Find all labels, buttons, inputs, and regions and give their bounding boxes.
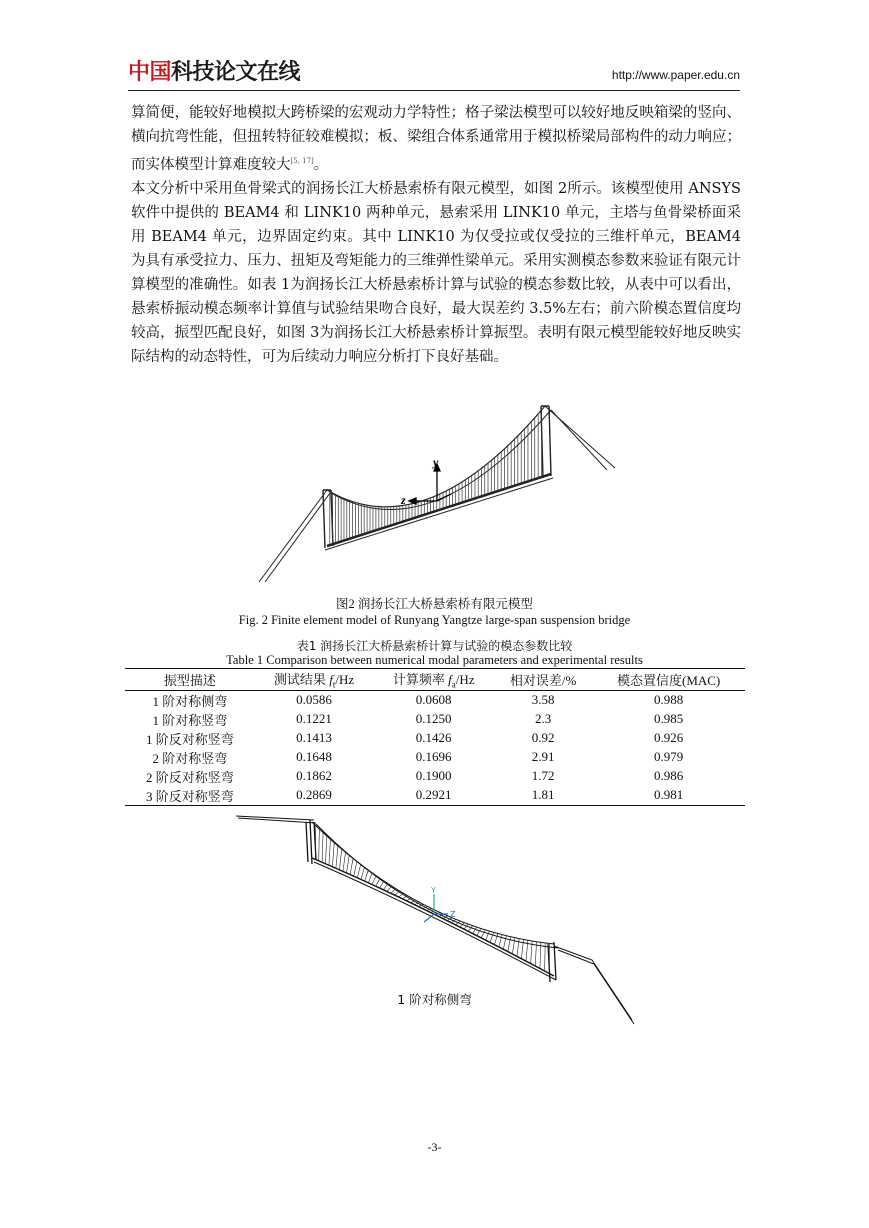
right-backstay-cable	[554, 946, 632, 1020]
paragraph-2	[131, 177, 741, 369]
z-axis-label: Z	[450, 910, 456, 919]
header-url[interactable]: http://www.paper.edu.cn	[611, 68, 740, 82]
col-mac-header: 模态置信度(MAC)	[592, 669, 745, 691]
left-tower	[306, 820, 316, 864]
mode-cell: 1 阶反对称竖弯	[145, 731, 234, 747]
test-cell: 0.1413	[296, 730, 332, 746]
mac-cell: 0.981	[592, 786, 745, 806]
logo-dark-text: 科技论文在线	[171, 60, 301, 85]
mode-cell: 1 阶对称竖弯	[152, 712, 228, 728]
hanger-cables	[315, 826, 549, 974]
page-number: -3-	[427, 1140, 442, 1154]
table-row	[125, 710, 745, 729]
page-header	[128, 58, 740, 88]
paragraph-2-text: 本文分析中采用鱼骨梁式的润扬长江大桥悬索桥有限元模型，如图 2所示。该模型使用 ANSYS 软件中提供的 BEAM4 和 LINK10 两种单元，悬索采用 LINK10 单元，主塔与鱼骨梁桥面采用 BEAM4 单元，边界固定约束。其中 LINK10 为仅受拉或仅受拉的三维杆单元，BEAM4 为具有承受拉力、压力、扭矩及弯矩能力的三维弹性梁单元。采用实测模态参数来验证有限元计算模型的准确性。如表 1为润扬长江大桥悬索桥计算与试验的模态参数比较，从表中可以看出，悬索桥振动模态频率计算值与试验结果吻合良好，最大误差约 3.5%左右；前六阶模态置信度均较高，振型匹配良好，如图 3为润扬长江大桥悬索桥计算振型。表明有限元模型能较好地反映实际结构的动态特性，可为后续动力响应分析打下良好基础。	[131, 181, 741, 365]
right-backstay-cable-2	[558, 950, 634, 1024]
right-tower	[541, 406, 551, 478]
table-row	[125, 690, 745, 710]
left-tower	[323, 490, 333, 548]
bridge-deck-lower	[314, 862, 556, 980]
z-axis-arrowhead	[409, 498, 416, 504]
figure-3-mode-label: 1 阶对称侧弯	[397, 992, 472, 1007]
header-divider	[128, 90, 740, 91]
table-row	[125, 767, 745, 786]
main-cable-back	[316, 824, 558, 948]
table-1	[125, 668, 745, 806]
y-axis-label: y	[433, 455, 439, 469]
calc-cell: 0.1426	[415, 730, 452, 746]
left-backstay-cable	[259, 490, 327, 582]
journal-logo	[128, 58, 300, 88]
table-header-row	[125, 669, 745, 691]
calc-cell: 0.1250	[415, 711, 452, 727]
citation-ref: [5, 17]	[290, 157, 314, 165]
figure-2-caption-cn: 图2 润扬长江大桥悬索桥有限元模型	[336, 597, 533, 611]
hanger-cables	[330, 410, 542, 545]
main-cable-front	[312, 822, 554, 944]
test-cell: 0.1862	[296, 768, 332, 784]
table-1-title-en: Table 1 Comparison between numerical modal parameters and experimental results	[226, 653, 643, 667]
col-error-header: 相对误差/%	[494, 669, 592, 691]
mode-cell: 2 阶反对称竖弯	[145, 769, 234, 785]
table-row	[125, 729, 745, 748]
bridge-deck-lower	[325, 478, 553, 550]
y-axis-label: Y	[431, 886, 436, 895]
table-1-title-cn: 表1 润扬长江大桥悬索桥计算与试验的模态参数比较	[296, 639, 573, 653]
mac-cell: 0.926	[654, 730, 684, 746]
left-backstay-cable-2	[238, 818, 316, 823]
mac-cell: 0.988	[654, 692, 684, 708]
error-cell: 0.92	[531, 730, 555, 746]
error-cell: 1.72	[531, 768, 555, 784]
bridge-deck	[327, 474, 551, 546]
calc-cell: 0.1696	[415, 749, 452, 765]
error-cell: 1.81	[494, 786, 592, 806]
col-test-header: 测试结果 $f_t/Hz$	[255, 669, 374, 691]
mac-cell: 0.979	[654, 749, 684, 765]
error-cell: 2.91	[531, 749, 555, 765]
calc-cell: 0.0608	[415, 692, 452, 708]
error-cell: 3.58	[531, 692, 555, 708]
test-cell: 0.1648	[296, 749, 332, 765]
test-cell: 0.1221	[296, 711, 332, 727]
paragraph-1	[131, 101, 741, 177]
paragraph-1-end: 。	[313, 157, 329, 173]
calc-cell: 0.2921	[373, 786, 494, 806]
figure-2-bridge-model	[255, 398, 625, 584]
left-backstay-cable	[236, 816, 314, 820]
table-row	[125, 786, 745, 806]
mode-cell: 2 阶对称竖弯	[152, 750, 228, 766]
mac-cell: 0.985	[654, 711, 684, 727]
col-mode-header: 振型描述	[125, 669, 255, 691]
col-calc-header: 计算频率 $f_a/Hz$	[373, 669, 494, 691]
logo-red-text: 中国	[128, 60, 172, 85]
z-axis-label: z	[401, 493, 406, 507]
paragraph-1-text: 算简便，能较好地模拟大跨桥梁的宏观动力学特性；格子梁法模型可以较好地反映箱梁的竖向、横向抗弯性能，但扭转特征较难模拟；板、梁组合体系通常用于模拟桥梁局部构件的动力响应；而实体模型计算难度较大	[131, 105, 741, 173]
right-backstay-cable-2	[551, 410, 607, 470]
error-cell: 2.3	[535, 711, 552, 727]
test-cell: 0.2869	[255, 786, 374, 806]
mode-cell: 3 阶反对称竖弯	[125, 786, 255, 806]
test-cell: 0.0586	[296, 692, 332, 708]
mac-cell: 0.986	[654, 768, 684, 784]
table-row	[125, 748, 745, 767]
figure-2-caption-en: Fig. 2 Finite element model of Runyang Yangtze large-span suspension bridge	[238, 613, 631, 627]
left-backstay-cable-2	[265, 493, 330, 582]
mode-cell: 1 阶对称侧弯	[152, 693, 228, 709]
calc-cell: 0.1900	[415, 768, 452, 784]
